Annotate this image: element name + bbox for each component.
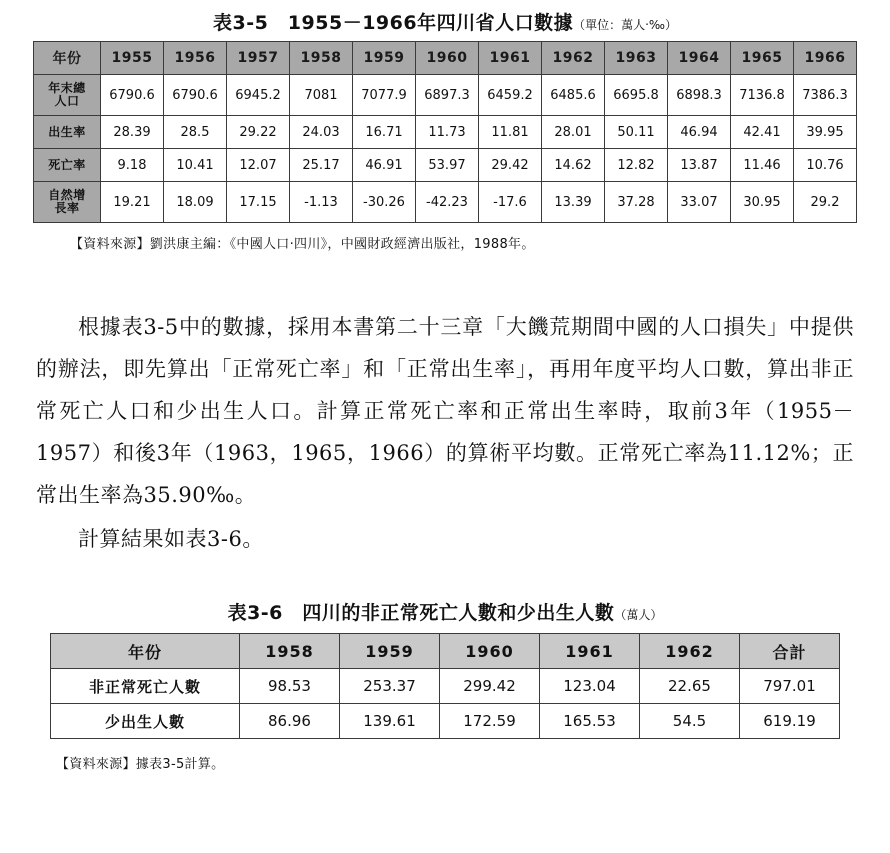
table36-header-cell-5: 1962 (640, 634, 740, 669)
table35-cell: 11.81 (479, 116, 542, 149)
table35-cell: 7136.8 (731, 75, 794, 116)
table35-caption (0, 8, 890, 35)
table35-header-cell-5: 1959 (353, 42, 416, 75)
table35-row-3-label-line2: 長率 (54, 201, 80, 215)
table35-cell: 30.95 (731, 182, 794, 223)
table35-row-3-label-line1: 自然增 (48, 188, 86, 203)
table35-cell: 28.39 (101, 116, 164, 149)
table36-row-0-label: 非正常死亡人數 (51, 669, 240, 704)
table35-cell: 18.09 (164, 182, 227, 223)
table35-row-0-label (34, 75, 101, 116)
table36-cell: 619.19 (740, 704, 840, 739)
table35-cell: 39.95 (794, 116, 857, 149)
table35-cell: 25.17 (290, 149, 353, 182)
table35-source-note: 【資料來源】劉洪康主編：《中國人口‧四川》，中國財政經濟出版社，1988年。 (70, 237, 535, 252)
table35-cell: 37.28 (605, 182, 668, 223)
table35-cell: -17.6 (479, 182, 542, 223)
table35-cell: 10.76 (794, 149, 857, 182)
table35-cell: -30.26 (353, 182, 416, 223)
table35-cell: 11.46 (731, 149, 794, 182)
table35-cell: 10.41 (164, 149, 227, 182)
table36-row-1-label: 少出生人數 (51, 704, 240, 739)
table35-header-cell-8: 1962 (542, 42, 605, 75)
table36-caption-text: 表3-6 四川的非正常死亡人數和少出生人數 (227, 602, 615, 624)
table36-cell: 54.5 (640, 704, 740, 739)
table36-cell: 299.42 (440, 669, 540, 704)
table35-cell: 33.07 (668, 182, 731, 223)
table35-header-cell-6: 1960 (416, 42, 479, 75)
table36-cell: 98.53 (240, 669, 340, 704)
table35-header-cell-0: 年份 (34, 42, 101, 75)
table36-header-cell-1: 1958 (240, 634, 340, 669)
table35-cell: 24.03 (290, 116, 353, 149)
table35-row-0 (34, 75, 857, 116)
table36-cell: 172.59 (440, 704, 540, 739)
table36-source-note: 【資料來源】據表3-5計算。 (56, 757, 225, 772)
table35-row-2 (34, 149, 857, 182)
table35-cell: 46.94 (668, 116, 731, 149)
table35-header-cell-12: 1966 (794, 42, 857, 75)
body-paragraph-2: 計算結果如表3-6。 (78, 527, 264, 551)
table35-header-cell-2: 1956 (164, 42, 227, 75)
table35-caption-text: 表3-5 1955－1966年四川省人口數據 (212, 12, 574, 34)
table36-cell: 139.61 (340, 704, 440, 739)
table35-cell: 6485.6 (542, 75, 605, 116)
table36-cell: 86.96 (240, 704, 340, 739)
table35-cell: 50.11 (605, 116, 668, 149)
table35-header-row (34, 42, 857, 75)
table36-header-cell-3: 1960 (440, 634, 540, 669)
table35-header-cell-4: 1958 (290, 42, 353, 75)
table35-cell: 7081 (290, 75, 353, 116)
table35-cell: 12.07 (227, 149, 290, 182)
document-page (0, 8, 890, 853)
table36-caption (0, 598, 890, 625)
table35-header-cell-7: 1961 (479, 42, 542, 75)
table36-header-cell-4: 1961 (540, 634, 640, 669)
table35-header-cell-11: 1965 (731, 42, 794, 75)
table35-cell: 29.22 (227, 116, 290, 149)
table35-cell: 13.39 (542, 182, 605, 223)
table35-row-2-label: 死亡率 (34, 149, 101, 182)
table35-row-1-label: 出生率 (34, 116, 101, 149)
table35-cell: 7386.3 (794, 75, 857, 116)
table36 (50, 633, 840, 739)
table35-header-cell-10: 1964 (668, 42, 731, 75)
table36-header-cell-6: 合計 (740, 634, 840, 669)
table35-cell: 6897.3 (416, 75, 479, 116)
table35-cell: -42.23 (416, 182, 479, 223)
table35-caption-unit: （單位：萬人‧‰） (573, 18, 677, 32)
table35-header-cell-1: 1955 (101, 42, 164, 75)
table36-section (0, 598, 890, 772)
table35-cell: 53.97 (416, 149, 479, 182)
table35-cell: 6945.2 (227, 75, 290, 116)
table35-cell: 6790.6 (101, 75, 164, 116)
table36-row-1 (51, 704, 840, 739)
table36-row-0 (51, 669, 840, 704)
table35-cell: 29.42 (479, 149, 542, 182)
table36-header-row (51, 634, 840, 669)
table35-cell: 29.2 (794, 182, 857, 223)
table35-row-3 (34, 182, 857, 223)
table35-cell: 19.21 (101, 182, 164, 223)
table35-cell: 12.82 (605, 149, 668, 182)
table36-cell: 123.04 (540, 669, 640, 704)
table35-cell: 46.91 (353, 149, 416, 182)
table35-cell: 42.41 (731, 116, 794, 149)
table36-caption-unit: （萬人） (614, 608, 663, 622)
table36-cell: 165.53 (540, 704, 640, 739)
table35-cell: 6695.8 (605, 75, 668, 116)
table35-cell: 17.15 (227, 182, 290, 223)
body-paragraph-1: 根據表3-5中的數據，採用本書第二十三章「大饑荒期間中國的人口損失」中提供的辦法，即先算出「正常死亡率」和「正常出生率」，再用年度平均人口數，算出非正常死亡人口和少出生人口。計算正常死亡率和正常出生率時，取前3年（1955－1957）和後3年（1963，1965，1966）的算術平均數。正常死亡率為11.12%；正常出生率為35.90‰。 (36, 315, 854, 507)
table35-cell: 11.73 (416, 116, 479, 149)
table36-cell: 797.01 (740, 669, 840, 704)
table35-cell: 9.18 (101, 149, 164, 182)
table35-cell: 6459.2 (479, 75, 542, 116)
table35-header-cell-9: 1963 (605, 42, 668, 75)
table35-cell: 6898.3 (668, 75, 731, 116)
table36-cell: 253.37 (340, 669, 440, 704)
table36-cell: 22.65 (640, 669, 740, 704)
table35-header-cell-3: 1957 (227, 42, 290, 75)
body-text (36, 306, 854, 560)
table35-cell: 14.62 (542, 149, 605, 182)
table36-header-cell-2: 1959 (340, 634, 440, 669)
table35-cell: 13.87 (668, 149, 731, 182)
table35-cell: 7077.9 (353, 75, 416, 116)
table35-row-0-label-line1: 年末總 (48, 81, 86, 96)
table35-cell: -1.13 (290, 182, 353, 223)
table35-row-3-label (34, 182, 101, 223)
table35-row-1 (34, 116, 857, 149)
table35-cell: 16.71 (353, 116, 416, 149)
table35-row-0-label-line2: 人口 (54, 94, 80, 108)
table36-header-cell-0: 年份 (51, 634, 240, 669)
table35-cell: 28.5 (164, 116, 227, 149)
table35 (33, 41, 857, 223)
table35-cell: 6790.6 (164, 75, 227, 116)
table35-cell: 28.01 (542, 116, 605, 149)
